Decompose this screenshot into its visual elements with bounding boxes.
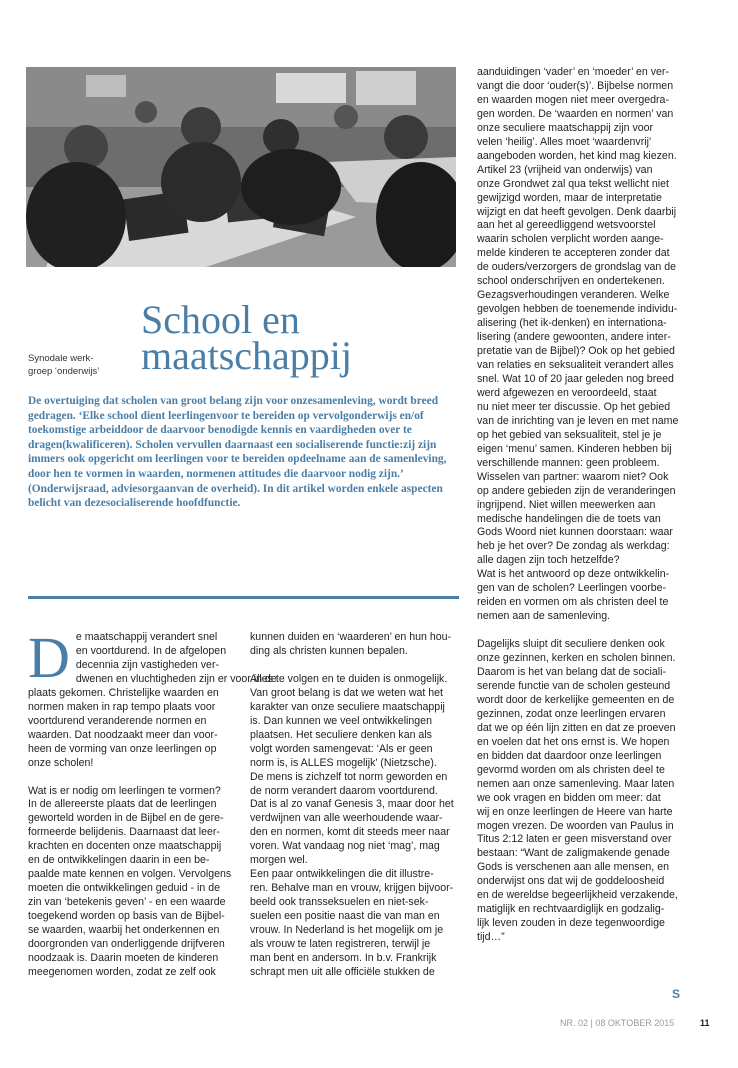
text-line: snel. Wat 10 of 20 jaar geleden nog breed [477,372,674,385]
text-line: serende functie van de scholen gesteund [477,679,671,692]
text-line: plaatsen. Het seculiere denken kan als [250,728,432,741]
text-line: de ouders/verzorgers de grondslag van de [477,261,677,274]
text-line: paalde mate kennen en volgen. Vervolgens [28,868,232,881]
text-line: matiglijk en rechtvaardiglijk en godzalig- [477,903,665,916]
text-line: gezinnen, zodat onze leerlingen ervaren [477,707,666,720]
text-line: aan het al gereedliggend wetsvoorstel [477,219,656,232]
text-line: melde kinderen te accepteren zonder dat [477,247,670,260]
text-line: den en normen, komt dit steeds meer naar [250,826,450,839]
text-line: en voortdurend. In de afgelopen [75,644,227,657]
text-line: bestaan: “Want de zaligmakende genade [477,847,670,860]
text-line: nemen aan de samenleving. [477,610,611,623]
text-line: gewijzigd worden, maar de interpretatie [477,191,662,204]
classroom-photo [26,67,456,267]
text-line: voor te bereiden op vervolgonderwijs en/of toekomstige arbeid [28,409,424,437]
text-line: doorgronden van onderliggende drijfveren [28,938,225,951]
text-line: en attitudes die daarvoor nodig zijn.’ (Onderwijsraad, adviesorgaan [28,467,403,495]
drop-cap: D [28,625,70,690]
text-line: kunnen duiden en ‘waarderen’ en hun hou- [250,631,452,643]
text-line: tijd…” [477,931,505,944]
text-line: (kwalificeren). Scholen vervullen daarnaast een socialiserende functie: [62,438,404,451]
text-line: mogen vrezen. De woorden van Paulus in [477,819,674,832]
text-line: verschillende mannen: geen probleem. [477,456,660,469]
text-line: zij zijn immers ook opgericht om leerlingen voor te bereiden op [28,438,437,466]
text-line: van de overheid). In dit artikel worden enkele aspecten belicht van deze [28,482,443,510]
text-line: onze gezinnen, kerken en scholen binnen. [477,652,676,665]
text-line: onderwijst ons dat wij de goddeloosheid [477,875,665,888]
text-line: Gezagsverhoudingen veranderen. Welke [477,289,670,302]
issue-info: NR. 02 | 08 OKTOBER 2015 [560,1018,675,1028]
text-line: zin van ‘betekenis geven’ - en een waarde [28,896,226,909]
text-line: volgt worden samengevat: ‘Als er geen [250,742,433,755]
text-line: wordt door de kerkelijke gemeenten en de [477,693,675,706]
text-line: norm is, is ALLES mogelijk’ (Nietzsche). [250,756,437,769]
author-credit [28,352,138,378]
article-title [141,297,461,378]
text-line: eigen ‘menu’ samen. Kinderen hebben bij [477,442,672,455]
text-line: Dat is al zo vanaf Genesis 3, maar door het [250,798,454,811]
text-line: van de inrichting van je leven en met name [477,414,679,427]
paragraph [28,625,277,771]
text-line: voren. Wat vandaag nog niet ‘mag’, mag [250,840,440,853]
text-line: waarden. Dat noodzaakt meer dan voor- [28,728,218,741]
text-line: formeerde belijdenis. Daarnaast dat leer- [28,826,220,839]
text-line: gevormd worden om als christen deel te [477,763,665,776]
text-line: ding als christen kunnen bepalen. [250,644,408,657]
text-line: ren. Behalve man en vrouw, krijgen bijvoor- [250,882,454,895]
text-line: moeten die ontwikkelingen geduid - in de [28,882,220,895]
author-line: Synodale werk- [28,353,94,364]
text-column-3 [477,66,712,959]
paragraph [250,631,460,659]
text-line: onze seculiere maatschappij zijn voor [477,121,654,134]
text-line: velen ‘heilig’. Alles moet ‘waardenvrij’ [477,135,652,148]
text-line: waarin scholen verplicht worden aange- [477,233,664,246]
text-line: en waarden mogen niet meer overgedra- [477,93,669,106]
text-line: Dagelijks sluipt dit seculiere denken ook [477,638,665,651]
text-line: lijk leven zouden in deze tegenwoordige [477,917,665,930]
text-line: onze scholen! [28,756,94,769]
text-line: lisering (andere gewoonten, andere inter- [477,331,671,344]
text-line: ingrijpend. Niet willen meewerken aan [477,498,656,511]
text-line: op het gebied van seksualiteit, stel je je [477,428,662,441]
text-line: karakter van onze seculiere maatschappij [250,700,445,713]
text-line: nemen aan onze samenleving. Maar laten [477,777,675,790]
text-line: en voelen dat het ons ernst is. We hopen [477,735,670,748]
text-line: alisering (het ik-denken) en internationa- [477,317,667,330]
text-line: werd afgewezen en veroordeeld, staat [477,386,657,399]
title-line: School en [141,297,300,342]
text-line: deelname aan de samenleving, door hen te vormen in waarden, normen [28,453,447,480]
text-line: de norm verandert daarom voortdurend. [250,784,438,797]
text-line: pretatie van de Bijbel)? Ook op het gebied [477,345,675,358]
text-line: is. Dan kunnen we veel ontwikkelingen [250,714,432,727]
text-line: we ook vragen en bidden om meer: dat [477,791,661,804]
text-line: e maatschappij verandert snel [75,631,218,643]
text-column-1 [28,625,277,994]
text-line: De mens is zichzelf tot norm geworden en [250,770,448,783]
text-line: De overtuiging dat scholen van groot belang zijn voor onze [28,395,313,407]
text-line: alle dagen zijn toch hetzelfde? [477,554,620,567]
text-line: Gods Woord niet kunnen doorstaan: waar [477,526,673,539]
text-line: Gods is verschenen aan alle mensen, en [477,861,669,874]
text-line: gen worden. De ‘waarden en normen’ van [477,107,674,120]
text-line: dwenen en vluchtigheden zijn er voor in de [75,672,277,685]
text-line: geworteld worden in de Bijbel en de gere- [28,812,224,825]
text-line: en de wereldse begeerlijkheid verzakende, [477,889,678,902]
paragraph [477,66,712,624]
text-line: Wat is het antwoord op deze ontwikkelin- [477,568,670,581]
text-line: Wat is er nodig om leerlingen te vormen? [28,784,221,797]
text-line: onze Grondwet zal qua tekst wellicht niet [477,177,669,190]
text-line: Artikel 23 (vrijheid van onderwijs) van [477,163,653,176]
text-line: meegenomen worden, zodat ze zelf ook [28,965,216,978]
text-line: en de ontwikkelingen daarin in een be- [28,854,210,867]
paragraph [28,785,233,980]
text-line: aangeboden worden, het kind mag kiezen. [477,149,677,162]
text-line: Een paar ontwikkelingen die dit illustre- [250,868,434,881]
text-line: heb je het over? De zondag als werkdag: [477,540,670,553]
text-line: beeld ook transseksuelen en niet-sek- [250,896,429,909]
text-line: vrouw. In Nederland is het mogelijk om je [250,924,444,937]
text-line: suelen een positie naast die van man en [250,910,440,923]
text-line: normen maken in rap tempo plaats voor [28,700,216,713]
text-line: socialiserende hoofdfunctie. [105,497,241,510]
text-line: Van groot belang is dat we weten wat het [250,686,443,699]
text-line: dat we op één lijn zitten en dat ze proeven [477,721,676,734]
text-line: school onderschrijven en ondertekenen. [477,275,665,288]
text-line: gen van de scholen? Leerlingen voorbe- [477,582,667,595]
text-line: man bent en andersom. In b.v. Frankrijk [250,951,437,964]
text-line: en bidden dat daardoor onze leerlingen [477,749,662,762]
text-line: se waarden, waarbij het onderkennen en [28,924,220,937]
text-line: samenleving, wordt breed gedragen. ‘Elke school dient leerlingen [28,395,439,422]
text-line: door de daarvoor benodigde kennis en vaardigheden over te dragen [28,424,412,451]
text-line: In de allereerste plaats dat de leerlingen [28,798,217,811]
text-line: voortdurend veranderende normen en [28,714,207,727]
text-line: op andere gebieden zijn de veranderingen [477,484,676,497]
text-line: Alles te volgen en te duiden is onmogelijk. [250,672,448,685]
text-line: heen de vorming van onze leerlingen op [28,742,217,755]
text-line: nu niet meer ter discussie. Op het gebied [477,400,671,413]
text-line: wijzigt en dat heeft gevolgen. Denk daarbij [477,205,677,218]
article-photo [26,67,456,267]
text-line: Daarom is het van belang dat de sociali- [477,666,667,679]
text-line: schrapt men uit alle officiële stukken de [250,965,435,978]
title-line: maatschappij [141,333,353,378]
text-line: Titus 2:12 laten er geen misverstand over [477,833,672,846]
text-line: krachten en docenten onze maatschappij [28,840,222,853]
text-line: aanduidingen ‘vader’ en ‘moeder’ en ver- [477,66,669,78]
text-line: toegekend worden op basis van de Bijbel- [28,910,225,923]
text-line: gevolgen hebben de toenemende individu- [477,303,678,316]
text-line: Wisselen van partner: waarom niet? Ook [477,470,669,483]
author-line: groep ‘onderwijs’ [28,366,100,377]
text-line: van relaties en seksualiteit verandert alles [477,359,674,372]
text-line: noodzaak is. Daarin moeten de kinderen [28,951,219,964]
text-line: reiden en vormen om als christen deel te [477,596,669,609]
text-line: wij en onze leerlingen de Heere van harte [477,805,673,818]
text-line: decennia zijn vastigheden ver- [75,658,219,671]
text-line: vangt die door ‘ouder(s)’. Bijbelse normen [477,79,674,92]
end-of-article-icon: S [672,987,681,1001]
section-divider [28,596,459,599]
article-lead [28,394,460,511]
page-number: 11 [700,1018,710,1028]
paragraph [477,638,712,945]
text-line: medische handelingen die de toets van [477,512,661,525]
text-line: als vrouw te laten registreren, terwijl je [250,938,431,951]
text-column-2 [250,631,460,994]
paragraph [250,673,460,980]
text-line: verdwijnen van alle weerhoudende waar- [250,812,443,825]
text-line: morgen wel. [250,854,308,867]
text-line: plaats gekomen. Christelijke waarden en [28,686,219,699]
